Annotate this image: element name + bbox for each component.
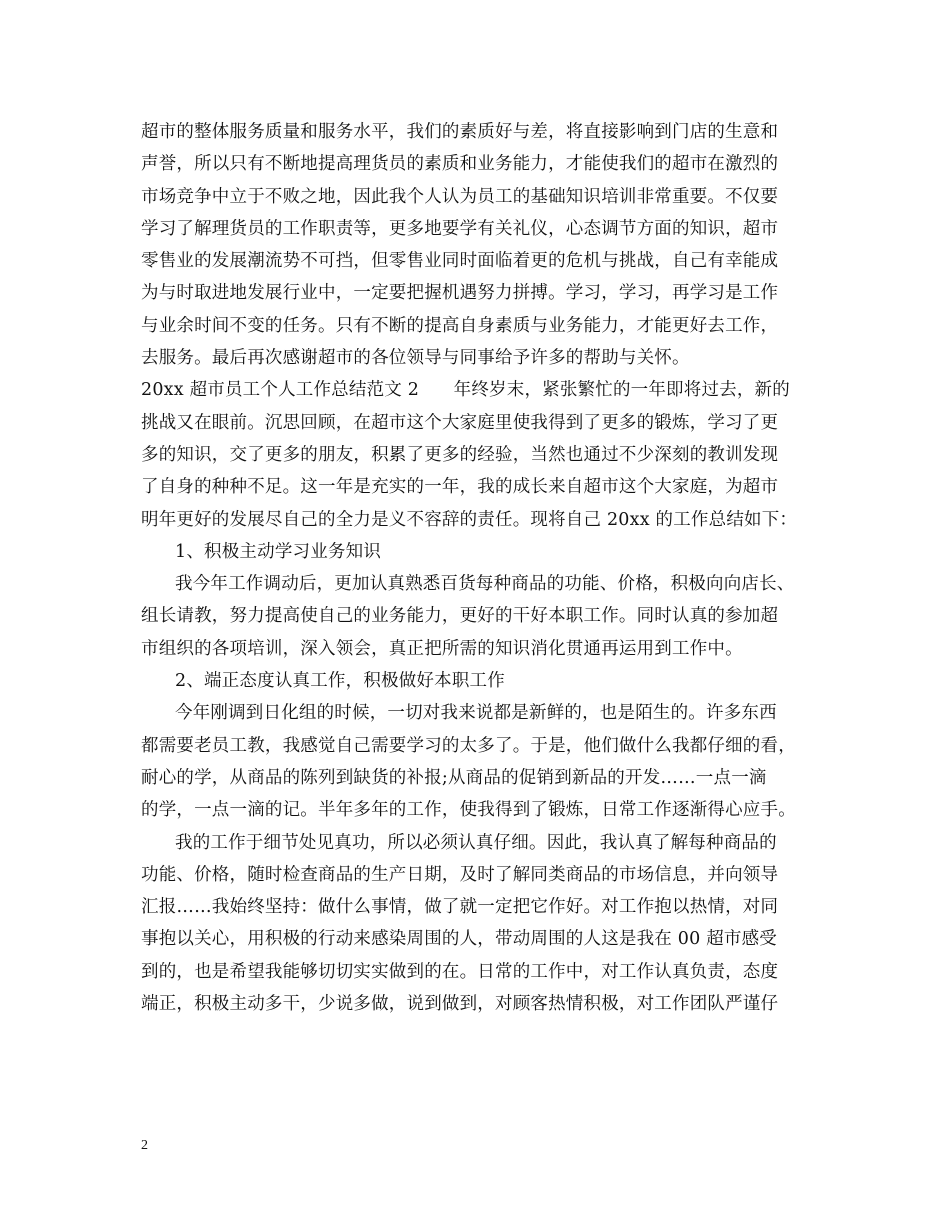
text-line: 今年刚调到日化组的时候，一切对我来说都是新鲜的，也是陌生的。许多东西: [175, 703, 777, 724]
text-line: 的学，一点一滴的记。半年多年的工作，使我得到了锻炼，日常工作逐渐得心应手。: [141, 800, 796, 821]
text-line: 了自身的种种不足。这一年是充实的一年，我的成长来自超市这个大家庭，为超市: [141, 477, 779, 498]
text-line: 我的工作于细节处见真功，所以必须认真仔细。因此，我认真了解每种商品的: [175, 832, 777, 853]
text-line: 明年更好的发展尽自己的全力是义不容辞的责任。现将自己 20xx 的工作总结如下：: [141, 509, 798, 530]
text-line: 零售业的发展潮流势不可挡，但零售业同时面临着更的危机与挑战，自己有幸能成: [141, 251, 779, 272]
page-number: 2: [141, 1138, 148, 1153]
text-line: 声誉，所以只有不断地提高理货员的素质和业务能力，才能使我们的超市在激烈的: [141, 154, 779, 175]
text-line: 与业余时间不变的任务。只有不断的提高自身素质与业务能力，才能更好去工作，: [141, 315, 779, 336]
text-line: 端正，积极主动多干，少说多做，说到做到，对顾客热情积极，对工作团队严谨仔: [141, 994, 779, 1015]
text-line: 市场竞争中立于不败之地，因此我个人认为员工的基础知识培训非常重要。不仅要: [141, 186, 779, 207]
text-line: 耐心的学，从商品的陈列到缺货的补报;从商品的促销到新品的开发……一点一滴: [141, 767, 767, 788]
text-line: 挑战又在眼前。沉思回顾，在超市这个大家庭里使我得到了更多的锻炼，学习了更: [141, 412, 779, 433]
text-line: 都需要老员工教，我感觉自己需要学习的太多了。于是，他们做什么我都仔细的看，: [141, 735, 796, 756]
section-heading: 1、积极主动学习业务知识: [175, 541, 382, 562]
text-line: 学习了解理货员的工作职责等，更多地要学有关礼仪，心态调节方面的知识，超市: [141, 218, 779, 239]
text-line: 市组织的各项培训，深入领会，真正把所需的知识消化贯通再运用到工作中。: [141, 638, 743, 659]
document-body: [141, 116, 821, 1020]
text-line: 功能、价格，随时检查商品的生产日期，及时了解同类商品的市场信息，并向领导: [141, 864, 779, 885]
text-line: 多的知识，交了更多的朋友，积累了更多的经验，当然也通过不少深刻的教训发现: [141, 444, 779, 465]
text-line: 为与时取进地发展行业中，一定要把握机遇努力拼搏。学习，学习，再学习是工作: [141, 283, 779, 304]
text-line: 超市的整体服务质量和服务水平，我们的素质好与差，将直接影响到门店的生意和: [141, 122, 779, 142]
text-line: 组长请教，努力提高使自己的业务能力，更好的干好本职工作。同时认真的参加超: [141, 606, 779, 627]
text-line: 到的，也是希望我能够切切实实做到的在。日常的工作中，对工作认真负责，态度: [141, 961, 779, 982]
text-line: 我今年工作调动后，更加认真熟悉百货每种商品的功能、价格，积极向向店长、: [175, 574, 795, 595]
text-line: 事抱以关心，用积极的行动来感染周围的人，带动周围的人这是我在 00 超市感受: [141, 929, 777, 950]
text-line: 汇报……我始终坚持：做什么事情，做了就一定把它作好。对工作抱以热情，对同: [141, 897, 779, 918]
section-heading: 2、端正态度认真工作，积极做好本职工作: [175, 671, 505, 692]
text-line: 去服务。最后再次感谢超市的各位领导与同事给予许多的帮助与关怀。: [141, 348, 690, 369]
text-line: 20xx 超市员工个人工作总结范文 2 年终岁末，紧张繁忙的一年即将过去，新的: [141, 380, 790, 401]
